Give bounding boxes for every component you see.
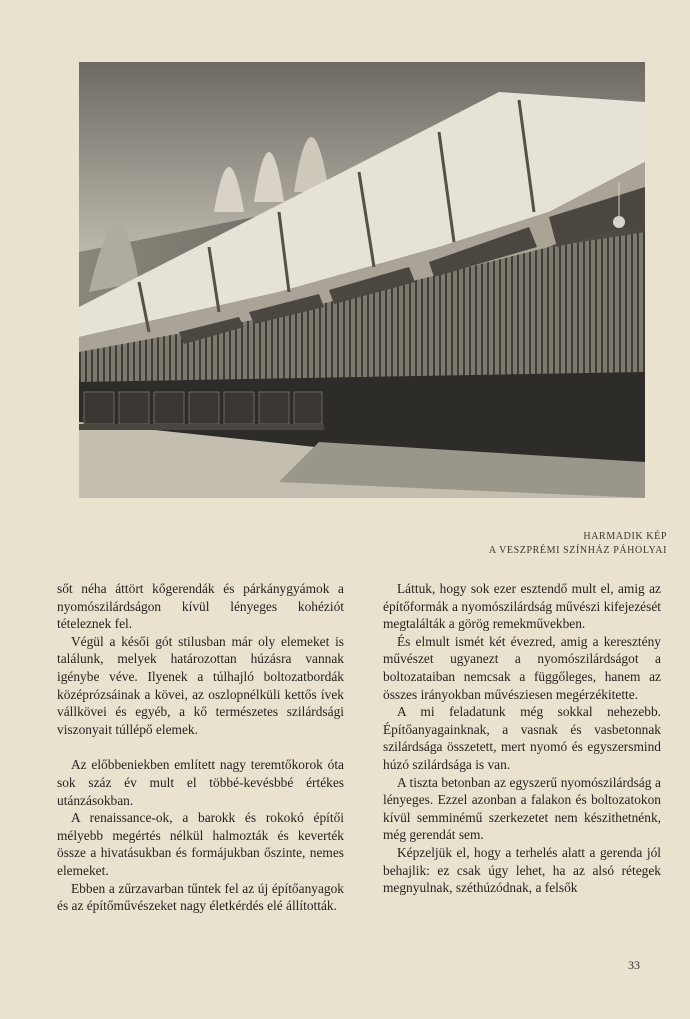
theatre-boxes-photograph	[79, 62, 645, 498]
paragraph: Láttuk, hogy sok ezer esztendő mult el, amig az építőformák a nyomószilárdság művészi kifejezését megtalálták a görög remekművekben.	[383, 581, 661, 632]
photo-illustration	[79, 62, 645, 498]
paragraph: Az előbbeniekben említett nagy teremtőkorok óta sok száz év mult el többé-kevésbbé értékes utánzásokban.	[57, 757, 344, 808]
paragraph: Képzeljük el, hogy a terhelés alatt a gerenda jól behajlik: ez csak úgy lehet, ha az alsó rétegek megnyulnak, széthúzódnak, a felsők	[383, 844, 661, 896]
right-text-column	[383, 580, 661, 897]
paragraph: A tiszta betonban az egyszerű nyomószilárdság a lényeges. Ezzel azonban a falakon és boltozatokon kívül semminémű szerkezetet nem készithetnénk, még gerendát sem.	[383, 774, 661, 843]
page-number: 33	[628, 958, 640, 972]
left-text-column	[57, 580, 344, 915]
caption-title: HARMADIK KÉP	[583, 531, 667, 542]
paragraph: És elmult ismét két évezred, amig a keresztény művészet ugyanezt a nyomószilárdságot a boltozataiban nemcsak a függőleges, hanem az összes irányokban művésziesen megérzékitette.	[383, 633, 661, 702]
paragraph: sőt néha áttört kőgerendák és párkánygyámok a nyomószilárdságon kívül lényeges kohéziót tételeznek fel.	[57, 581, 344, 632]
paragraph: A mi feladatunk még sokkal nehezebb. Építőanyagainknak, a vasnak és vasbetonnak szilárdsága összetett, mert nyomó és egyszersmind húzó szilárdsága is van.	[383, 704, 661, 772]
paragraph: A renaissance-ok, a barokk és rokokó építői mélyebb megértés nélkül halmozták és keverték össze a hivatásukban és formájukban őszinte, nemes elemeket.	[57, 810, 344, 878]
figure-caption	[407, 530, 667, 558]
paragraph: Ebben a zűrzavarban tűntek fel az új építőanyagok és az építőművészeket nagy életkérdés elé állították.	[57, 880, 344, 914]
caption-subtitle: A VESZPRÉMI SZÍNHÁZ PÁHOLYAI	[488, 545, 667, 556]
paragraph: Végül a késői gót stilusban már oly elemeket is találunk, melyek határozottan húzásra vannak igénybe véve. Ilyenek a túlhajló boltozatbordák középrózsáinak a kövei, az oszlopnélküli kettős ívek vállkövei és egyéb, a kő természetes szilárdsági viszonyait túllépő elemek.	[57, 633, 344, 737]
